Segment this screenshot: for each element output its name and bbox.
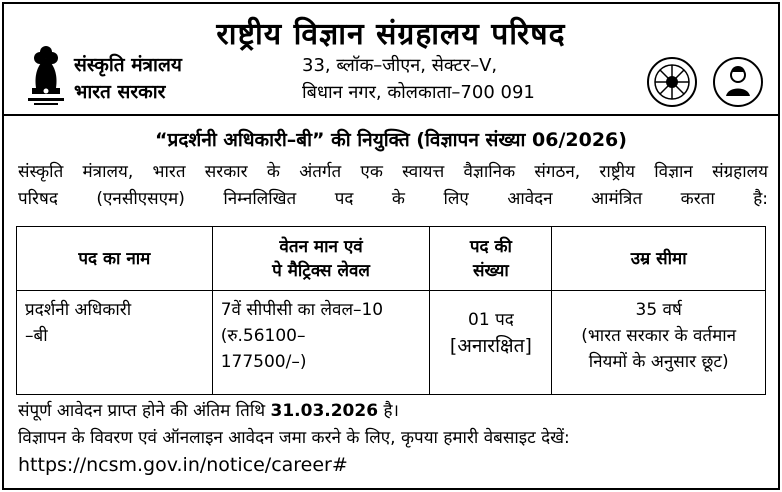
intro-line-2: परिषद (एनसीएसएम) निम्नलिखित पद के लिए आवेदन आमंत्रित करता है: — [18, 189, 768, 209]
national-emblem-icon — [24, 44, 68, 108]
header-post-name: पद का नाम — [17, 227, 213, 291]
header — [4, 4, 778, 116]
posts-table — [16, 226, 766, 395]
address-line-2: बिधान नगर, कोलकाता–700 091 — [302, 82, 535, 103]
intro-line-1: संस्कृति मंत्रालय, भारत सरकार के अंतर्गत एक स्वायत्त वैज्ञानिक संगठन, राष्ट्रीय विज्ञान संग्रहालय — [18, 162, 768, 182]
cell-post-name: प्रदर्शनी अधिकारी –बी — [17, 291, 213, 395]
header-pay-level: वेतन मान एवं पे मैट्रिक्स लेवल — [212, 227, 430, 291]
advertisement-title: “प्रदर्शनी अधिकारी–बी” की नियुक्ति (विज्ञापन संख्या 06/2026) — [155, 129, 627, 151]
ncsm-logo-icon — [646, 56, 698, 108]
intro-paragraph — [18, 159, 768, 213]
header-post-count: पद की संख्या — [430, 227, 552, 291]
org-title: राष्ट्रीय विज्ञान संग्रहालय परिषद — [216, 17, 566, 52]
footer — [18, 398, 770, 479]
address-line-1: 33, ब्लॉक–जीएन, सेक्टर–V, — [302, 55, 498, 76]
government-name: भारत सरकार — [74, 81, 166, 103]
cell-pay-level: 7वें सीपीसी का लेवल–10 (रु.56100– 177500/–) — [212, 291, 430, 395]
table-row — [17, 291, 766, 395]
deadline-line: संपूर्ण आवेदन प्राप्त होने की अंतिम तिथि 31.03.2026 है। — [18, 401, 399, 421]
website-note: विज्ञापन के विवरण एवं ऑनलाइन आवेदन जमा करने के लिए, कृपया हमारी वेबसाइट देखें: — [18, 428, 570, 448]
deadline-date: 31.03.2026 — [270, 401, 379, 421]
advertisement-frame — [2, 2, 780, 490]
ministry-block — [74, 52, 182, 106]
table-header-row — [17, 227, 766, 291]
ministry-name: संस्कृति मंत्रालय — [74, 54, 182, 76]
campaign-logo-icon — [712, 56, 764, 108]
career-url-link[interactable]: https://ncsm.gov.in/notice/career# — [18, 454, 348, 476]
cell-post-count: 01 पद [अनारक्षित] — [430, 291, 552, 395]
cell-age-limit: 35 वर्ष (भारत सरकार के वर्तमान नियमों के अनुसार छूट) — [552, 291, 766, 395]
address-block — [302, 52, 535, 106]
header-age-limit: उम्र सीमा — [552, 227, 766, 291]
